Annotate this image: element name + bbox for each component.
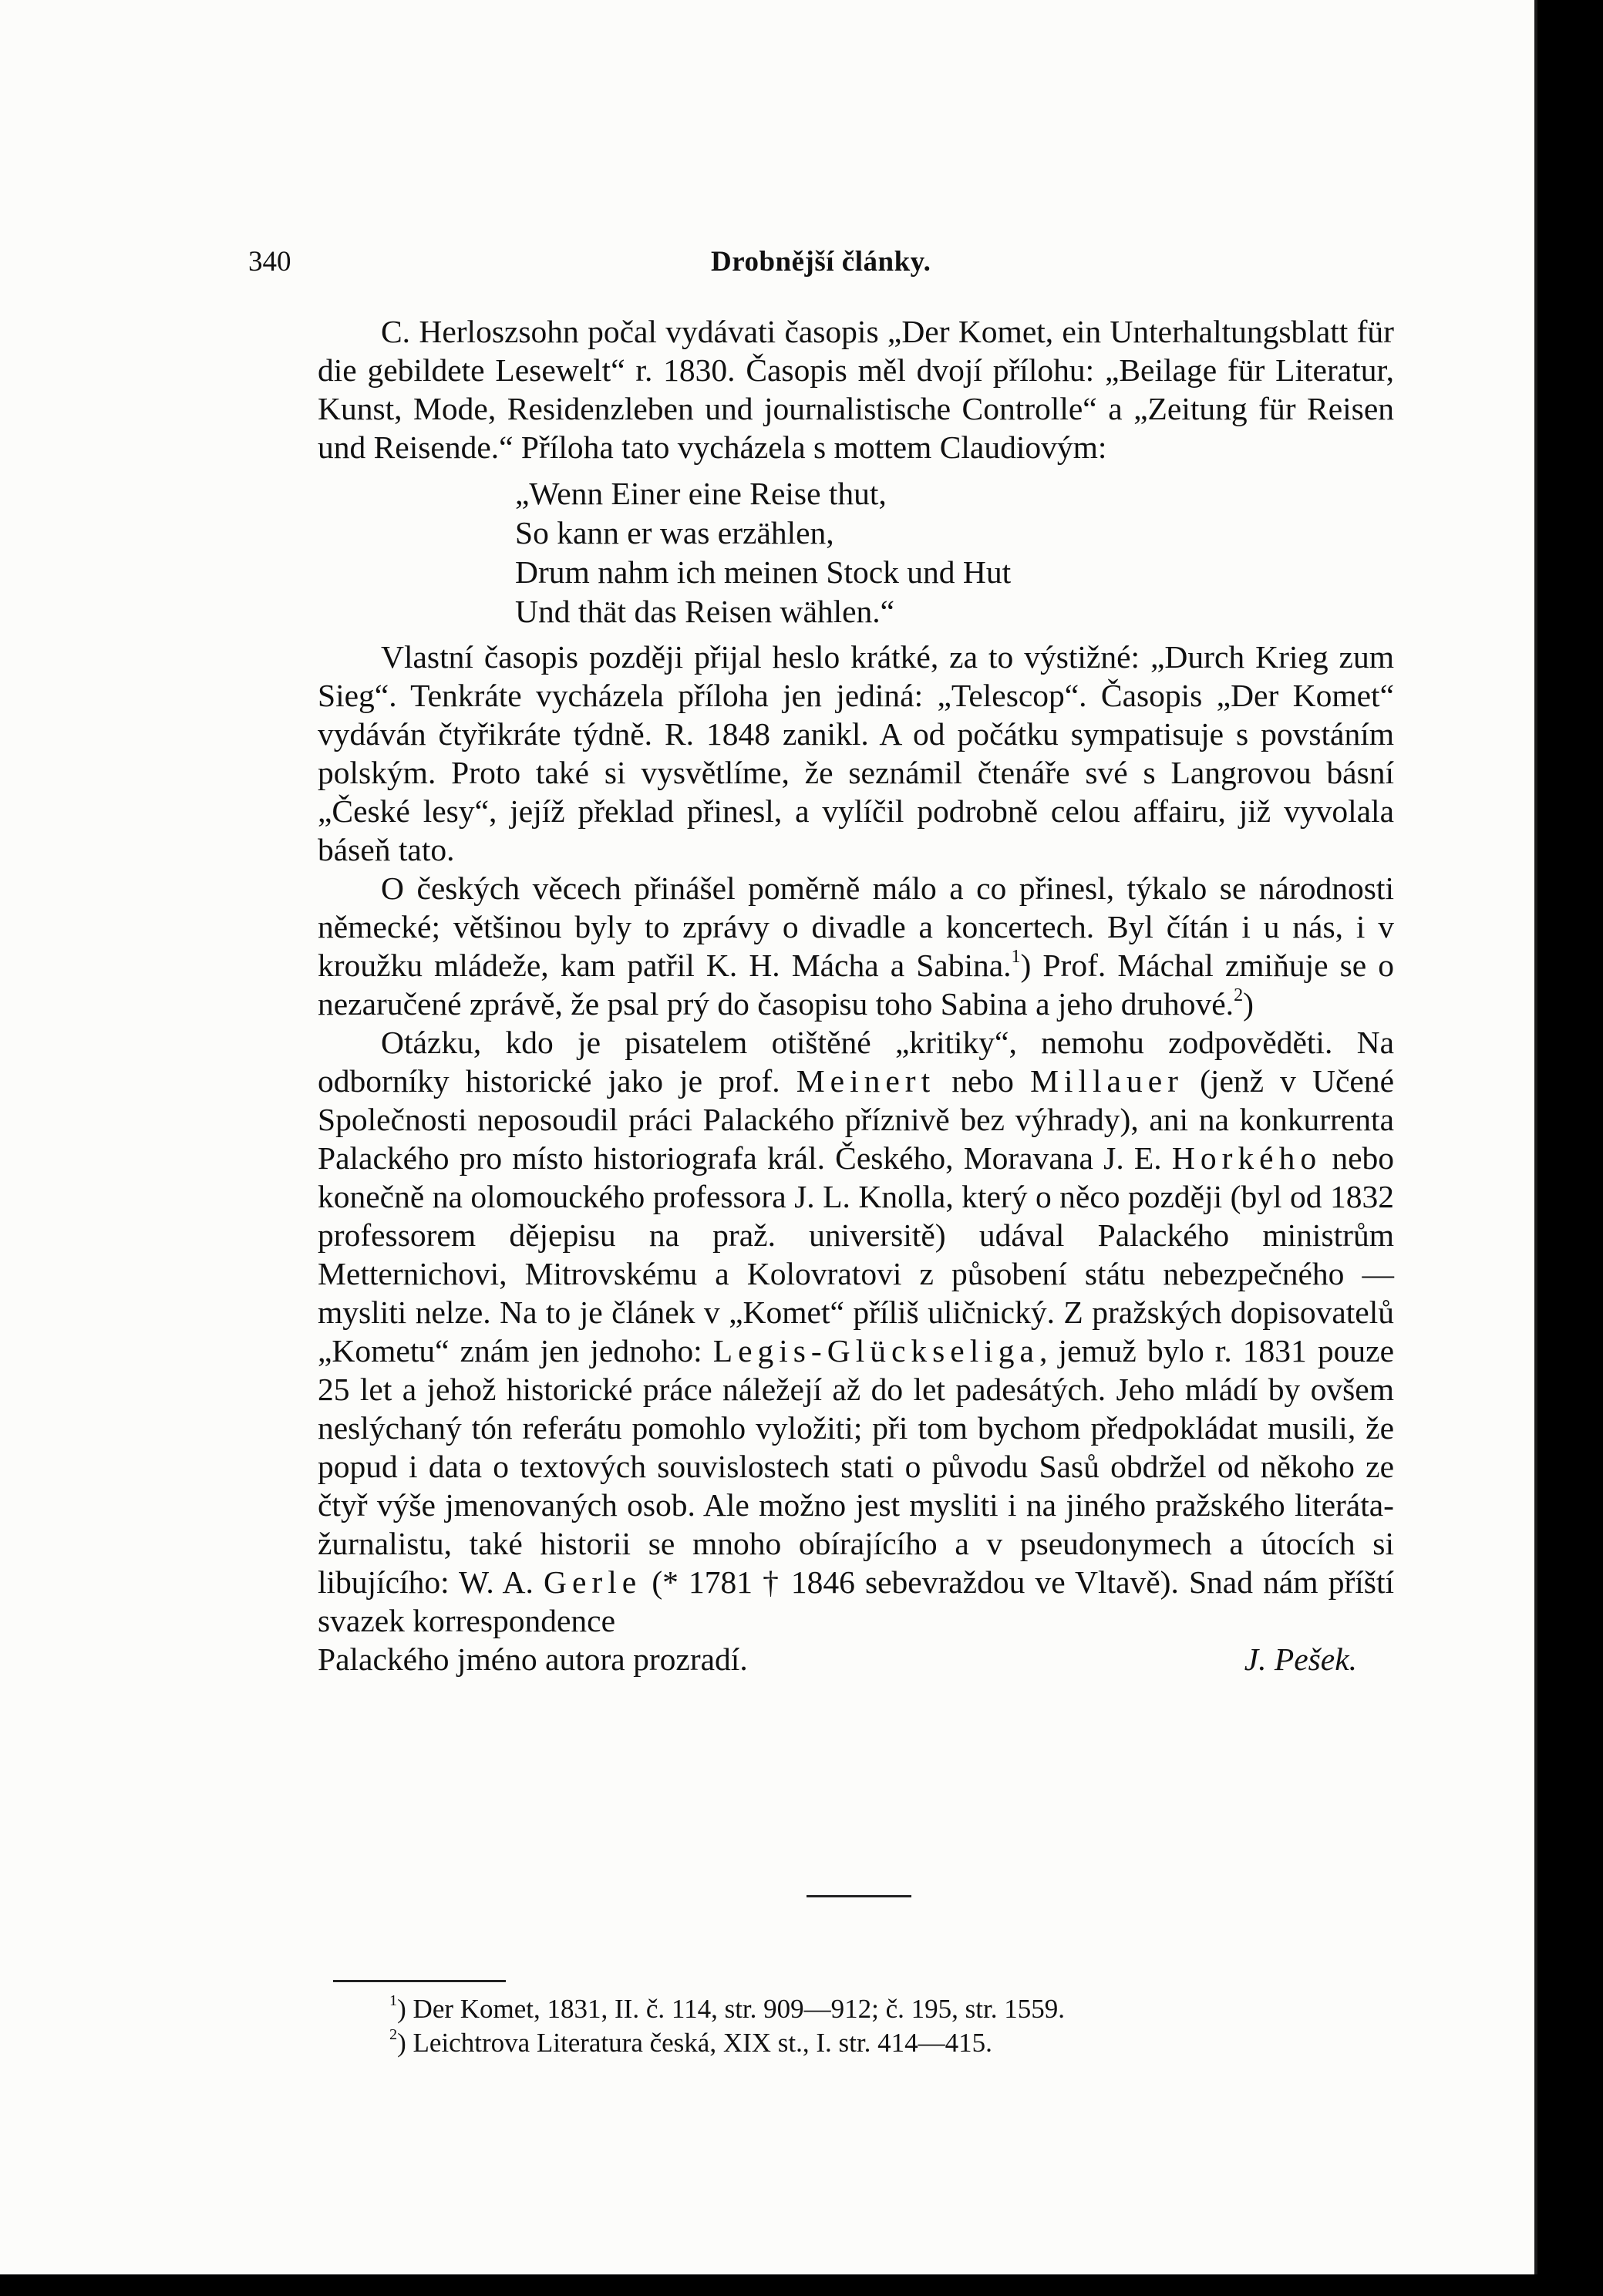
footnotes: [389, 1992, 1392, 2060]
scan-border: [1542, 0, 1603, 2296]
page-number: 340: [248, 246, 291, 278]
paragraph-4-text-d: nebo konečně na olomouckého professora J. L. Knolla, který o něco později (byl od 1832 professorem dějepisu na praž. universitě) udával Palackého ministrům Metternichovi, Mitrovskému a Kolovratovi z působení státu nebezpečného — mysliti nelze. Na to je článek v „Komet“ příliš uličnický. Z pražských dopisovatelů „Kometu“ znám jen jednoho:: [318, 1140, 1394, 1369]
verse-line: „Wenn Einer eine Reise thut,: [515, 476, 887, 511]
name-millauer: Millauer: [1030, 1063, 1184, 1099]
verse-motto: [515, 474, 1394, 631]
footnote-ref-1[interactable]: 1: [1011, 946, 1021, 967]
name-meinert: Meinert: [796, 1063, 936, 1099]
author-signature: J. Pešek.: [1244, 1641, 1357, 1677]
name-horky: Horkého: [1171, 1140, 1322, 1176]
paragraph-3-text-b: ) Prof. Máchal zmiňuje se o nezaručené zprávě, že psal prý do časopisu toho Sabina a jeho druhové.: [318, 948, 1394, 1022]
article-body: [318, 312, 1394, 1678]
footnote-2: [389, 2026, 1392, 2060]
footnote-mark: 1: [389, 1992, 398, 2010]
paragraph-3-text-a: O českých věcech přinášel poměrně málo a co přinesl, týkalo se národnosti německé; většinou byly to zprávy o divadle a koncertech. Byl čítán i u nás, i v kroužku mládeže, kam patřil K. H. Mácha a Sabina.: [318, 870, 1394, 983]
footnote-ref-2[interactable]: 2: [1234, 985, 1244, 1005]
section-divider: [807, 1895, 911, 1897]
verse-line: Drum nahm ich meinen Stock und Hut: [515, 554, 1012, 590]
closing-line: [318, 1640, 1394, 1678]
name-legis-glueckselig: Legis-Glückseliga: [712, 1333, 1039, 1369]
footnote-text: ) Der Komet, 1831, II. č. 114, str. 909—912; č. 195, str. 1559.: [397, 1994, 1065, 2024]
footnote-mark: 2: [389, 2026, 398, 2044]
verse-line: So kann er was erzählen,: [515, 515, 834, 550]
name-gerle: Gerle: [544, 1564, 642, 1600]
footnote-text: ) Leichtrova Literatura česká, XIX st., I. str. 414—415.: [397, 2028, 992, 2058]
verse-line: Und thät das Reisen wählen.“: [515, 594, 895, 629]
footnote-rule: [333, 1980, 506, 1982]
footnote-1: [389, 1992, 1392, 2026]
paragraph-2: Vlastní časopis později přijal heslo krátké, za to výstižné: „Durch Krieg zum Sieg“. Tenkráte vycházela příloha jen jediná: „Telescop“. Časopis „Der Komet“ vydáván čtyřikráte týdně. R. 1848 zanikl. A od počátku sympatisuje s povstáním polským. Proto také si vysvětlíme, že seznámil čtenáře své s Langrovou básní „České lesy“, jejíž překlad přinesl, a vylíčil podrobně celou affairu, již vyvolala báseň tato.: [318, 639, 1394, 867]
paragraph-1: C. Herloszsohn počal vydávati časopis „Der Komet, ein Unterhaltungsblatt für die gebildete Lesewelt“ r. 1830. Časopis měl dvojí přílohu: „Beilage für Literatur, Kunst, Mode, Residenzleben und journalistische Controlle“ a „Zeitung für Reisen und Reisende.“ Příloha tato vycházela s mottem Claudiovým:: [318, 314, 1394, 465]
page-header: [248, 245, 1405, 284]
paragraph-4-text-e: , jemuž bylo r. 1831 pouze 25 let a jehož historické práce náležejí až do let padesátých. Jeho mládí by ovšem neslýchaný tón referátu pomohlo vyložiti; při tom bychom předpokládat musili, že popud i data o textových souvislostech stati o původu Sasů obdržel od někoho ze čtyř výše jmenovaných osob. Ale možno jest mysliti i na jiného pražského literáta-žurnalistu, také historii se mnoho obírajícího a v pseudonymech a útocích si libujícího: W. A.: [318, 1333, 1394, 1600]
paragraph-4-text-a: Otázku, kdo je pisatelem otištěné „kritiky“, nemohu zodpověděti. Na odborníky historické jako je prof.: [318, 1025, 1394, 1099]
paragraph-4-text-b: nebo: [935, 1063, 1031, 1099]
paragraph-4-text-f: (* 1781 † 1846 sebevraždou ve Vltavě). Snad nám příští svazek korrespondence: [318, 1564, 1395, 1638]
paragraph-3: [318, 869, 1394, 1023]
paragraph-4-text-c: (jenž v Učené Společnosti neposoudil práci Palackého příznivě bez výhrady), ani na konkurrenta Palackého pro místo historiografa král. Českého, Moravana J. E.: [318, 1063, 1394, 1176]
running-head: Drobnější články.: [711, 246, 931, 278]
paragraph-3-text-c: ): [1243, 986, 1254, 1022]
paragraph-4: [318, 1023, 1394, 1640]
paragraph-4-last-line: Palackého jméno autora prozradí.: [318, 1641, 748, 1677]
